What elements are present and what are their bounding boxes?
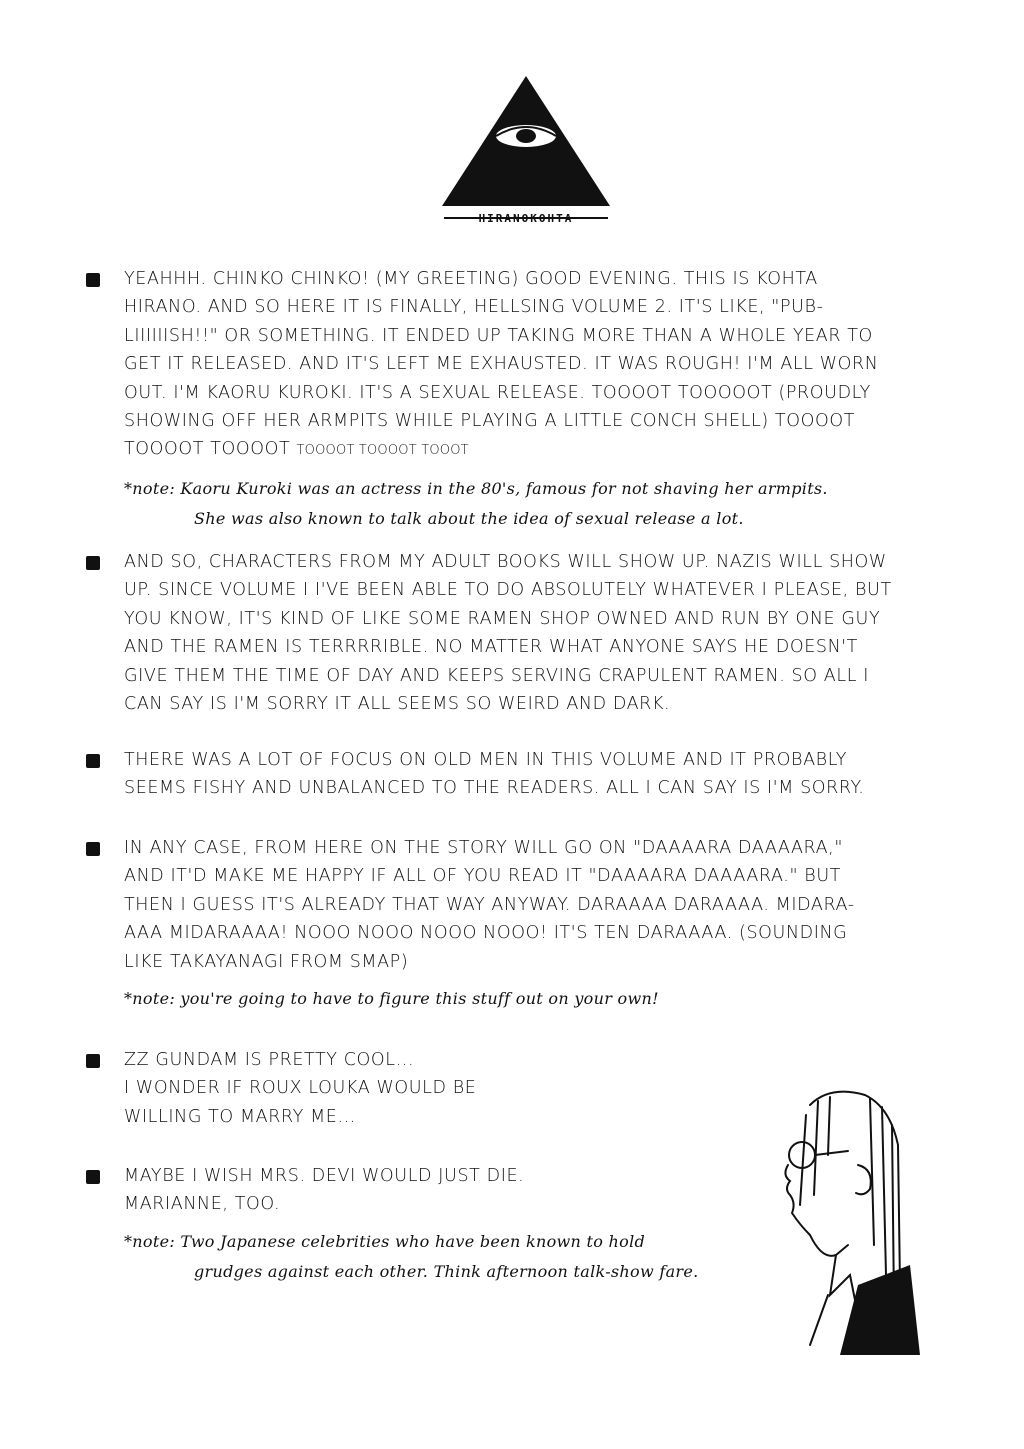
bullet-marker — [86, 842, 100, 856]
bullet-marker — [86, 556, 100, 570]
paragraph-4 — [86, 834, 986, 1014]
paragraph-text: YEAHHH. CHINKO CHINKO! (MY GREETING) GOOD EVENING. THIS IS KOHTA HIRANO. AND SO HERE IT IS FINALLY, HELLSING VOLUME 2. IT'S LIKE, "PUB- LIIIIIISH!!" OR SOMETHING. IT ENDED UP TAKING MORE THAN A WHOLE YEAR TO GET IT RELEASED. AND IT'S LEFT ME EXHAUSTED. IT WAS ROUGH! I'M ALL WORN OUT. I'M KAORU KUROKI. IT'S A SEXUAL RELEASE. TOOOOT TOOOOOT (PROUDLY SHOWING OFF HER ARMPITS WHILE PLAYING A LITTLE CONCH SHELL) TOOOOT TOOOOT TOOOOT TOOOOT TOOOOT TOOOT — [124, 269, 879, 460]
signature: HIRANOKOHTA — [478, 212, 574, 225]
footnote: *note: Two Japanese celebrities who have been known to hold grudges against each other. Think afternoon talk-show fare. — [124, 1231, 699, 1281]
paragraph-text: THERE WAS A LOT OF FOCUS ON OLD MEN IN THIS VOLUME AND IT PROBABLY SEEMS FISHY AND UNBALANCED TO THE READERS. ALL I CAN SAY IS I'M SORRY. — [124, 750, 865, 799]
eye-triangle-logo — [438, 74, 614, 234]
eye-triangle-icon — [438, 74, 614, 210]
paragraph-2 — [86, 548, 986, 718]
paragraph-text: MAYBE I WISH MRS. DEVI WOULD JUST DIE. MARIANNE, TOO. — [124, 1166, 525, 1215]
paragraph-3 — [86, 746, 986, 803]
author-portrait-sketch — [770, 1085, 920, 1355]
footnote: *note: you're going to have to figure this stuff out on your own! — [124, 989, 659, 1009]
bullet-marker — [86, 1170, 100, 1184]
paragraph-1 — [86, 265, 986, 534]
paragraph-text: IN ANY CASE, FROM HERE ON THE STORY WILL GO ON "DAAAARA DAAAARA," AND IT'D MAKE ME HAPPY IF ALL OF YOU READ IT "DAAAARA DAAAARA." BUT THEN I GUESS IT'S ALREADY THAT WAY ANYWAY. DARAAAA DARAAAA. MIDARA- AAA MIDARAAAA! NOOO NOOO NOOO NOOO! IT'S TEN DARAAAA. (SOUNDING LIKE TAKAYANAGI FROM SMAP) — [124, 838, 855, 972]
bullet-marker — [86, 1054, 100, 1068]
paragraph-text: ZZ GUNDAM IS PRETTY COOL... I WONDER IF ROUX LOUKA WOULD BE WILLING TO MARRY ME... — [124, 1050, 477, 1127]
paragraph-text: AND SO, CHARACTERS FROM MY ADULT BOOKS WILL SHOW UP. NAZIS WILL SHOW UP. SINCE VOLUME I I'VE BEEN ABLE TO DO ABSOLUTELY WHATEVER I PLEASE, BUT YOU KNOW, IT'S KIND OF LIKE SOME RAMEN SHOP OWNED AND RUN BY ONE GUY AND THE RAMEN IS TERRRRIBLE. NO MATTER WHAT ANYONE SAYS HE DOESN'T GIVE THEM THE TIME OF DAY AND KEEPS SERVING CRAPULENT RAMEN. SO ALL I CAN SAY IS I'M SORRY IT ALL SEEMS SO WEIRD AND DARK. — [124, 552, 892, 715]
author-portrait-icon — [770, 1085, 920, 1355]
bullet-marker — [86, 754, 100, 768]
bullet-marker — [86, 273, 100, 287]
footnote: *note: Kaoru Kuroki was an actress in the 80's, famous for not shaving her armpits. She was also known to talk about the idea of sexual release a lot. — [124, 478, 828, 528]
